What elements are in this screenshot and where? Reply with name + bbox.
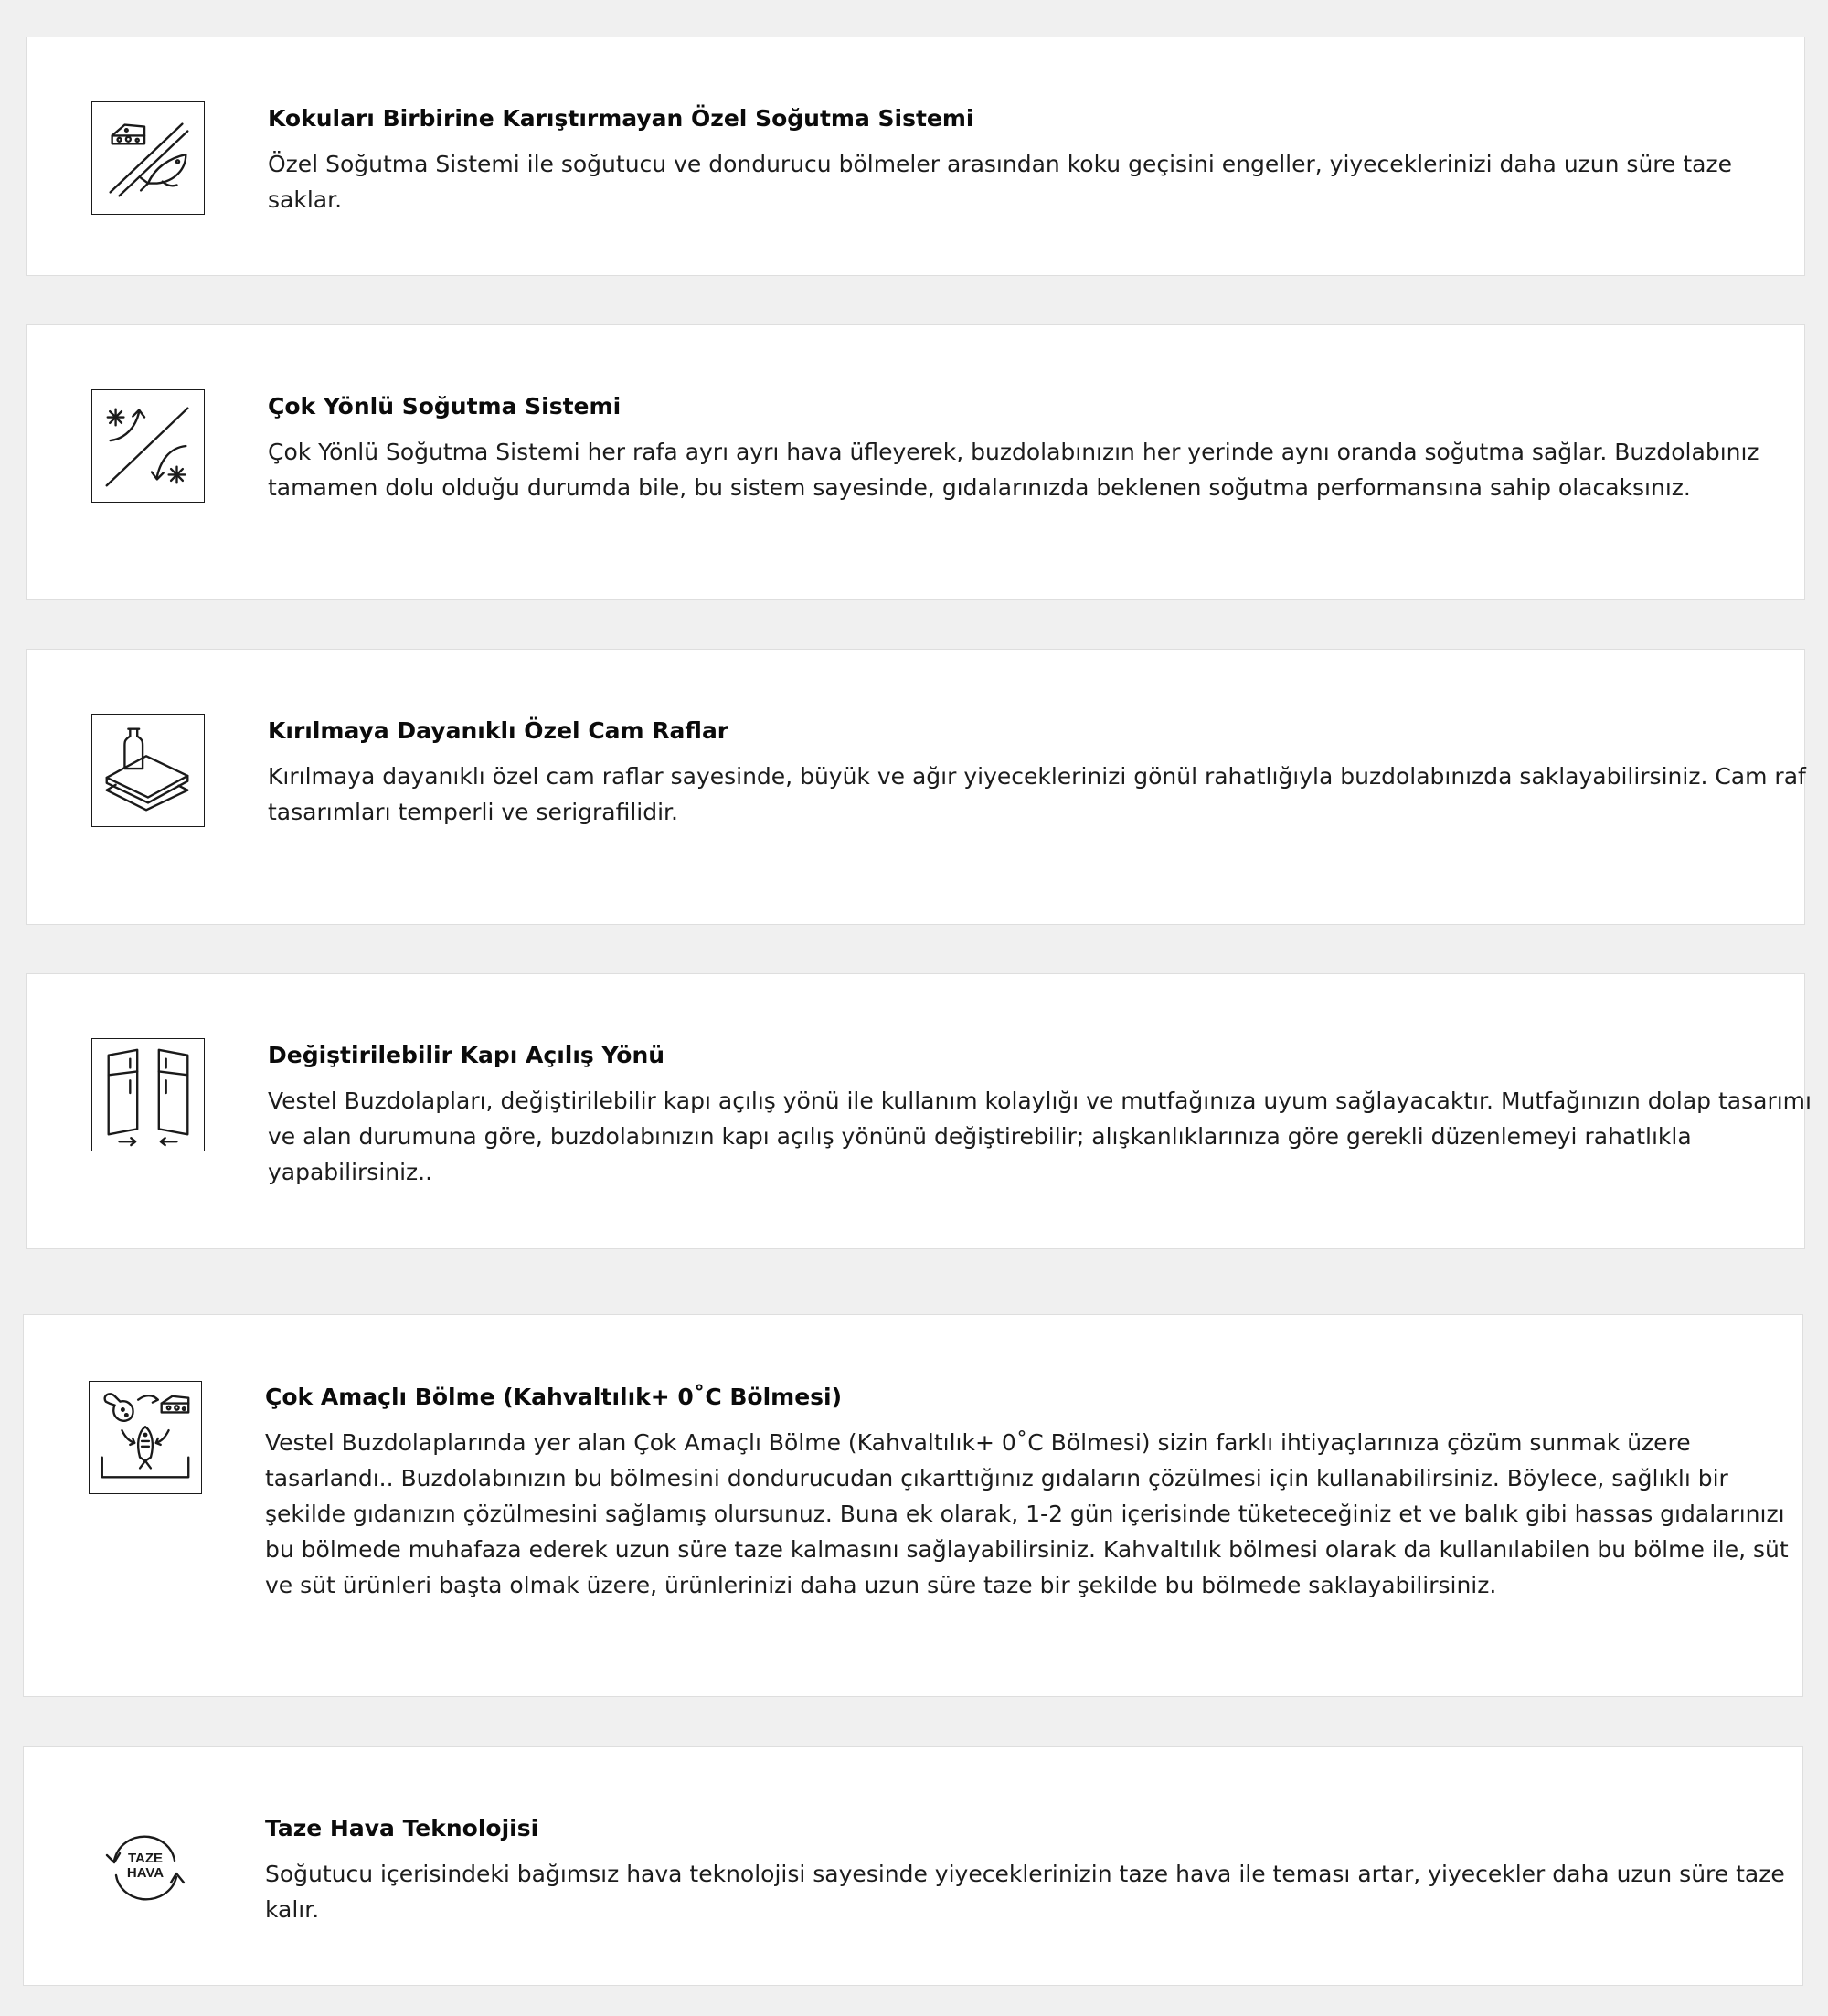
feature-description: Özel Soğutma Sistemi ile soğutucu ve dondurucu bölmeler arasından koku geçisini engeller, yiyeceklerinizi daha uzun süre taze saklar. [268,151,1732,213]
feature-text [268,104,1812,218]
feature-text [265,1383,1810,1603]
feature-description: Vestel Buzdolaplarında yer alan Çok Amaçlı Bölme (Kahvaltılık+ 0˚C Bölmesi) sizin farklı ihtiyaçlarınıza çözüm sunmak üzere tasarlandı.. Buzdolabınızın bu bölmesini dondurucudan çıkarttığınız gıdaların çözülmesi için kullanabilirsiniz. Böylece, sağlıklı bir şekilde gıdanızın çözülmesini sağlamış olursunuz. Buna ek olarak, 1-2 gün içerisinde tüketeceğiniz et ve balık gibi hassas gıdalarınızı bu bölmede muhafaza ederek uzun süre taze kalmasını sağlayabilirsiniz. Kahvaltılık bölmesi olarak da kullanılabilen bu bölme ile, süt ve süt ürünleri başta olmak üzere, ürünlerinizi daha uzun süre taze bir şekilde bu bölmede saklayabilirsiniz. [265,1429,1789,1598]
feature-text [268,1041,1812,1190]
fresh-air-icon-line2: HAVA [126,1865,165,1881]
feature-description: Kırılmaya dayanıklı özel cam raflar sayesinde, büyük ve ağır yiyeceklerinizi gönül rahatlığıyla buzdolabınızda saklayabilirsiniz. Cam raf tasarımları temperli ve serigrafilidir. [268,763,1806,825]
feature-text [268,716,1812,830]
glass-shelf-icon [91,714,205,827]
feature-title: Çok Amaçlı Bölme (Kahvaltılık+ 0˚C Bölmesi) [265,1384,843,1410]
feature-title: Çok Yönlü Soğutma Sistemi [268,393,622,419]
fresh-air-icon [89,1811,202,1925]
feature-title: Değiştirilebilir Kapı Açılış Yönü [268,1042,665,1068]
feature-card-odor-separation [26,37,1805,276]
feature-text [268,392,1812,505]
feature-description: Çok Yönlü Soğutma Sistemi her rafa ayrı ayrı hava üfleyerek, buzdolabınızın her yerinde aynı oranda soğutma sağlar. Buzdolabınız tamamen dolu olduğu durumda bile, bu sistem sayesinde, gıdalarınızda beklenen soğutma performansına sahip olacaksınız. [268,439,1759,501]
feature-card-fresh-air [23,1746,1803,1986]
feature-card-multi-purpose-compartment [23,1314,1803,1697]
feature-card-glass-shelf [26,649,1805,925]
fresh-air-icon-line1: TAZE [127,1851,164,1866]
feature-text [265,1814,1810,1927]
multi-airflow-icon [91,389,205,503]
feature-card-multi-airflow [26,324,1805,600]
feature-title: Kokuları Birbirine Karıştırmayan Özel Soğutma Sistemi [268,105,974,132]
feature-title: Taze Hava Teknolojisi [265,1815,539,1841]
feature-card-reversible-door [26,973,1812,1249]
feature-title: Kırılmaya Dayanıklı Özel Cam Raflar [268,717,729,744]
multi-purpose-compartment-icon [89,1381,202,1494]
reversible-door-icon [91,1038,205,1151]
feature-description: Soğutucu içerisindeki bağımsız hava teknolojisi sayesinde yiyeceklerinizin taze hava ile teması artar, yiyecekler daha uzun süre taze kalır. [265,1861,1785,1923]
feature-description: Vestel Buzdolapları, değiştirilebilir kapı açılış yönü ile kullanım kolaylığı ve mutfağınıza uyum sağlayacaktır. Mutfağınızın dolap tasarımı ve alan durumuna göre, buzdolabınızın kapı açılış yönünü değiştirebilir; alışkanlıklarınıza göre gerekli düzenlemeyi rahatlıkla yapabilirsiniz.. [268,1088,1812,1185]
fresh-air-icon-text [89,1852,202,1881]
odor-separation-icon [91,101,205,215]
